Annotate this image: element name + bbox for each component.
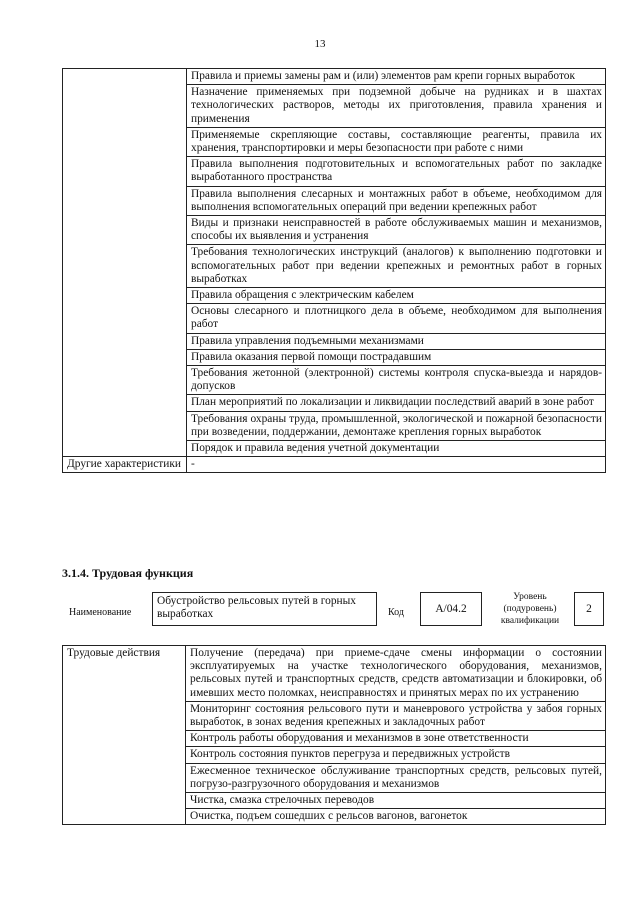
labor-action-item: Мониторинг состояния рельсового пути и маневрового устройства у забоя горных выработок, в зонах ведения крепежных и закладочных работ [186, 701, 606, 730]
knowledge-item: Виды и признаки неисправностей в работе обслуживаемых машин и механизмов, способы их выявления и устранения [187, 216, 606, 245]
table-row [63, 457, 606, 473]
other-characteristics-label: Другие характеристики [63, 457, 187, 473]
labor-actions-table [62, 645, 606, 825]
knowledge-label-cell [63, 69, 187, 457]
name-label: Наименование [69, 607, 132, 618]
labor-action-item: Контроль состояния пунктов перегруза и передвижных устройств [186, 747, 606, 763]
table-row [63, 69, 606, 85]
level-label: Уровень (подуровень) квалификации [500, 592, 560, 626]
knowledge-item: Правила обращения с электрическим кабелем [187, 288, 606, 304]
knowledge-item: Правила выполнения подготовительных и вспомогательных работ по закладке выработанного пространства [187, 157, 606, 186]
table-row [63, 646, 606, 702]
labor-actions-label: Трудовые действия [63, 646, 186, 825]
knowledge-item: Правила управления подъемными механизмами [187, 333, 606, 349]
knowledge-item: Назначение применяемых при подземной добыче на рудниках и в шахтах технологических растворов, методы их приготовления, правила хранения и применения [187, 85, 606, 128]
knowledge-table [62, 68, 606, 473]
knowledge-item: Правила и приемы замены рам и (или) элементов рам крепи горных выработок [187, 69, 606, 85]
labor-action-item: Очистка, подъем сошедших с рельсов вагонов, вагонеток [186, 809, 606, 825]
other-characteristics-value: - [187, 457, 606, 473]
knowledge-item: Применяемые скрепляющие составы, составляющие реагенты, правила их хранения, транспортировки и меры безопасности при работе с ними [187, 127, 606, 156]
labor-action-item: Чистка, смазка стрелочных переводов [186, 793, 606, 809]
labor-action-item: Контроль работы оборудования и механизмов в зоне ответственности [186, 731, 606, 747]
knowledge-item: Правила оказания первой помощи пострадавшим [187, 349, 606, 365]
name-value: Обустройство рельсовых путей в горных выработках [152, 592, 377, 626]
code-label: Код [388, 607, 404, 618]
knowledge-item: Правила выполнения слесарных и монтажных работ в объеме, необходимом для выполнения вспомогательных операций при ведении крепежных работ [187, 186, 606, 215]
section-heading: 3.1.4. Трудовая функция [62, 566, 194, 580]
knowledge-item: Требования технологических инструкций (аналогов) к выполнению подготовки и вспомогательных работ при ведении крепежных и ремонтных работ в горных выработках [187, 245, 606, 288]
code-value: А/04.2 [420, 592, 482, 626]
labor-action-item: Ежесменное техническое обслуживание транспортных средств, рельсовых путей, погрузо-разгрузочного оборудования и механизмов [186, 763, 606, 792]
knowledge-item: Требования жетонной (электронной) системы контроля спуска-выезда и нарядов-допусков [187, 366, 606, 395]
labor-action-item: Получение (передача) при приеме-сдаче смены информации о состоянии эксплуатируемых на участке технологического оборудования, механизмов, рельсовых путей и транспортных средств, средств автоматизации и блокировки, об имевших место поломках, неисправностях и принятых мерах по их устранению [186, 646, 606, 702]
level-value: 2 [574, 592, 604, 626]
knowledge-item: Требования охраны труда, промышленной, экологической и пожарной безопасности при возведении, поддержании, демонтаже крепления горных выработок [187, 411, 606, 440]
knowledge-item: План мероприятий по локализации и ликвидации последствий аварий в зоне работ [187, 395, 606, 411]
knowledge-item: Порядок и правила ведения учетной документации [187, 441, 606, 457]
page-number: 13 [314, 38, 326, 50]
knowledge-item: Основы слесарного и плотницкого дела в объеме, необходимом для выполнения работ [187, 304, 606, 333]
